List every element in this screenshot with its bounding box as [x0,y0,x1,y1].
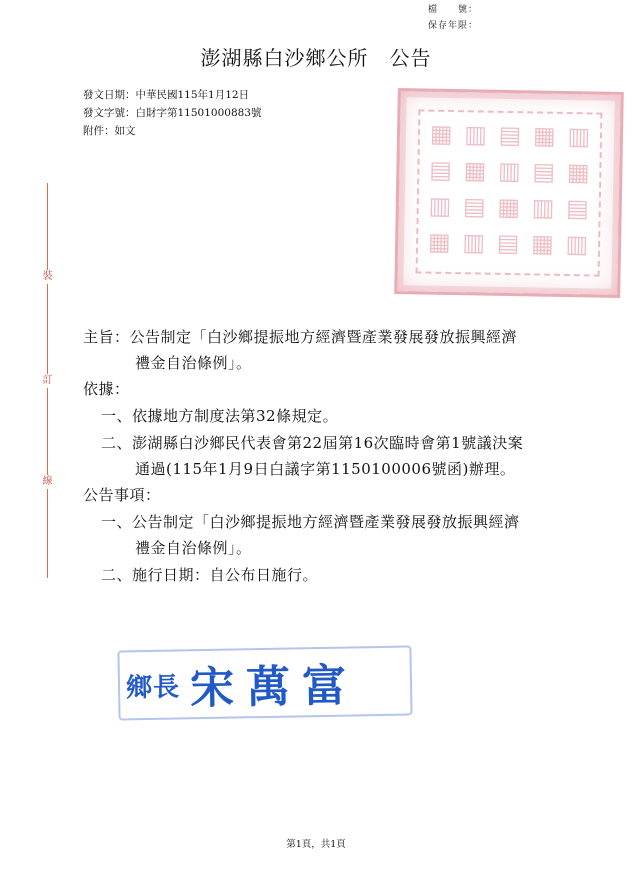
announcement-item-2: 二、施行日期：自公布日施行。 [101,566,319,584]
page-number: 第1頁，共1頁 [286,839,346,850]
subject-line-2: 禮金自治條例」。 [135,354,252,372]
binding-mark-zhuang: 裝 [42,271,53,282]
file-number-label: 檔 號： [428,5,479,15]
announcement-item-1-line-1: 一、公告制定「白沙鄉提振地方經濟暨產業發展發放振興經濟 [101,513,520,531]
signature-name: 宋萬富 [189,660,359,715]
basis-item-2-line-1: 二、澎湖縣白沙鄉民代表會第22屆第16次臨時會第1號議決案 [101,434,524,452]
announcement-item-1-line-2: 禮金自治條例」。 [135,539,252,557]
document-number: 發文字號：白財字第11501000883號 [83,107,262,119]
basis-item-1: 一、依據地方制度法第32條規定。 [101,407,339,425]
mayor-signature-stamp [117,645,412,720]
announcement-items-label: 公告事項： [83,486,161,504]
official-seal-stamp: ▦ ▥ ▤ ▦ ▥ ▤ ▦ ▥ ▤ ▦ ▥ ▤ ▦ ▥ ▤ ▦ ▥ ▤ ▦ ▥ [394,88,624,298]
issue-date: 發文日期：中華民國115年1月12日 [83,89,250,101]
signature-title: 鄉長 [125,671,181,703]
binding-mark-xian: 線 [42,476,53,487]
subject-line-1: 主旨：公告制定「白沙鄉提振地方經濟暨產業發展發放振興經濟 [83,328,518,346]
document-title: 澎湖縣白沙鄉公所 公告 [200,46,432,70]
basis-item-2-line-2: 通過(115年1月9日白議字第1150100006號函)辦理。 [135,460,516,478]
retention-period-label: 保存年限： [428,21,479,31]
attachment: 附件：如文 [83,125,136,137]
basis-label: 依據： [83,380,130,398]
binding-mark-ding: 訂 [42,375,53,386]
